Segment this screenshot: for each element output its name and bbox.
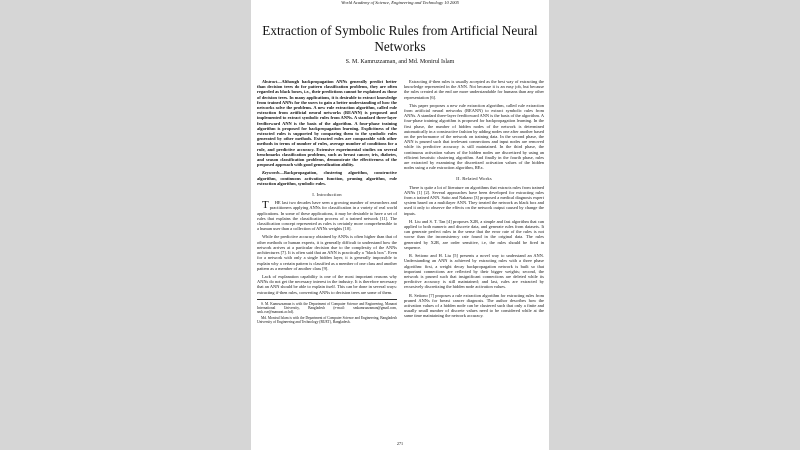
intro-paragraph-1-text: HE last two decades have seen a growing number of researchers and practitioners applying ANNs for classification in a variety of real world applications. In some of these applications, it may be desirable to have a set of rules that explains the classification process of a trained network [11]. The classification concept represented as rules is certainly more comprehensible to a human user than a collection of ANNs weights [10]. <box>257 200 397 232</box>
footnote-2: Md. Monirul Islam is with the Department of Computer Science and Engineering, Bangladesh University of Engineering and Technology (BUET), Bangladesh. <box>257 315 397 324</box>
introduction-heading: I. Introduction <box>312 192 342 198</box>
right-margin-background <box>549 0 800 450</box>
author-footnotes <box>257 299 397 324</box>
keywords-text: Backpropagation, clustering algorithm, constructive algorithm, continuous activation function, pruning algorithm, rule extraction algorithm, symbolic rules. <box>257 170 397 186</box>
right-paragraph-1: Extracting if-then rules is usually accepted as the best way of extracting the knowledge represented in the ANN. Not because it is an easy job, but because the rules created at the end are more understandable for humans than any other representation [6]. <box>404 79 544 100</box>
footnote-1: S. M. Kamruzzaman is with the Department of Computer Science and Engineering, Manarat International University, Bangladesh (e-mail: smkamruzzaman@gmail.com, smk.cse@manarat.ac.bd). <box>257 301 397 315</box>
intro-paragraph-1 <box>257 200 397 231</box>
related-works-heading: II. Related Works <box>456 176 492 182</box>
paper-page <box>251 0 549 450</box>
paper-authors: S. M. Kamruzzaman, and Md. Monirul Islam <box>345 59 455 65</box>
keywords-paragraph: Keywords—Backpropagation, clustering algorithm, constructive algorithm, continuous activation function, pruning algorithm, rule extraction algorithm, symbolic rules. <box>257 170 397 186</box>
left-margin-background <box>0 0 251 450</box>
intro-paragraph-2: While the predictive accuracy obtained by ANNs is often higher than that of other methods or human experts, it is generally difficult to understand how the network arrives at a particular decision due to the complexity of the ANNs architectures [7]. It is often said that an ANN is practically a "black box". Even for a network with only a single hidden layer, it is generally impossible to explain why a certain pattern is classified as a member of one class and another pattern as a member of another class [9]. <box>257 234 397 271</box>
keywords-label: Keywords <box>262 170 280 176</box>
right-column <box>404 79 544 322</box>
related-paragraph-2: H. Liu and S. T. Tan [4] proposes X2R, a simple and fast algorithm that can applied to both numeric and discrete data, and generate rules from datasets. It can generate perfect rules in the sense that the error rate of the rules is not worse than the inconsistency rate found in the original data. The rules generated by X2R, are order sensitive, i.e, the rules should be fired in sequence. <box>404 218 544 250</box>
related-paragraph-1: There is quite a lot of literature on algorithms that extracts rules from trained ANNs [1] [2]. Several approaches have been developed for extracting rules from a trained ANN. Saito and Nakano [3] proposed a medical diagnosis expert system based on a multilayer ANN. They treated the network as black box and used it only to observe the effects on the network output caused by change the inputs. <box>404 184 544 216</box>
page-number: 271 <box>396 441 404 446</box>
left-column <box>257 79 397 325</box>
abstract-text: Although backpropagation ANNs generally predict better than decision trees do for pattern classification problems, they are often regarded as black boxes, i.e., their predictions cannot be explained as those of decision trees. In many applications, it is desirable to extract knowledge from trained ANNs for the users to gain a better understanding of how the networks solve the problems. A new rule extraction algorithm, called rule extraction from artificial neural networks (REANN) is proposed and implemented to extract symbolic rules from ANNs. A standard three-layer feedforward ANN is the basis of the algorithm. A four-phase training algorithm is proposed for backpropagation learning. Explicitness of the extracted rules is supported by comparing them to the symbolic rules generated by other methods. Extracted rules are comparable with other methods in terms of number of rules, average number of conditions for a rule, and predictive accuracy. Extensive experimental studies on several benchmarks classification problems, such as breast cancer, iris, diabetes, and season classification problems, demonstrate the effectiveness of the proposed approach with good generalization ability. <box>257 79 397 168</box>
related-paragraph-4: R. Setiono [7] proposes a rule extraction algorithm for extracting rules from pruned ANNs for breast cancer diagnosis. The author describes how the activation values of a hidden node can be clustered such that only a finite and usually small number of discrete values need to be considered while at the same time maintaining the network accuracy. <box>404 292 544 319</box>
right-paragraph-2: This paper proposes a new rule extraction algorithm, called rule extraction from artificial neural networks (REANN) to extract symbolic rules from ANNs. A standard three-layer feedforward ANN is the basis of the algorithm. A four-phase training algorithm is proposed for backpropagation learning. In the first phase, the number of hidden nodes of the network is determined automatically in a constructive fashion by adding nodes one after another based on the performance of the network on training data. In the second phase, the ANN is pruned such that irrelevant connections and input nodes are removed while its predictive accuracy is still maintained. In the third phase, the continuous activation values of the hidden nodes are discretized by using an efficient heuristic clustering algorithm. And finally in the fourth phase, rules are extracted by examining the discretized activation values of the hidden nodes using a rule extraction algorithm, REx. <box>404 102 544 171</box>
abstract-label: Abstract <box>262 79 278 84</box>
journal-header: World Academy of Science, Engineering and Technology 10 2005 <box>341 0 459 5</box>
abstract-paragraph: Abstract—Although backpropagation ANNs generally predict better than decision trees do for pattern classification problems, they are often regarded as black boxes, i.e., their predictions cannot be explained as those of decision trees. In many applications, it is desirable to extract knowledge from trained ANNs for the users to gain a better understanding of how the networks solve the problems. A new rule extraction algorithm, called rule extraction from artificial neural networks (REANN) is proposed and implemented to extract symbolic rules from ANNs. A standard three-layer feedforward ANN is the basis of the algorithm. A four-phase training algorithm is proposed for backpropagation learning. Explicitness of the extracted rules is supported by comparing them to the symbolic rules generated by other methods. Extracted rules are comparable with other methods in terms of number of rules, average number of conditions for a rule, and predictive accuracy. Extensive experimental studies on several benchmarks classification problems, such as breast cancer, iris, diabetes, and season classification problems, demonstrate the effectiveness of the proposed approach with good generalization ability. <box>257 79 397 168</box>
related-paragraph-3: R. Setiono and H. Liu [5] presents a novel way to understand an ANN. Understanding an ANN is achieved by extracting rules with a three phase algorithm: first, a weight decay backpropagation network is built so that important connections are reflected by their bigger weights; second, the network is pruned such that insignificant connections are deleted while its predictive accuracy is still maintained; and last, rules are extracted by recursively discretizing the hidden node activation values. <box>404 253 544 290</box>
intro-dropcap: T <box>262 199 269 212</box>
intro-paragraph-3: Lack of explanation capability is one of the most important reasons why ANNs do not get the necessary interest in the industry. It is therefore necessary that an ANN should be able to explain itself. This can be done in several ways: extracting if-then rules, converting ANNs to decision trees are some of them. <box>257 273 397 295</box>
paper-title: Extraction of Symbolic Rules from Artificial Neural Networks <box>262 23 538 54</box>
